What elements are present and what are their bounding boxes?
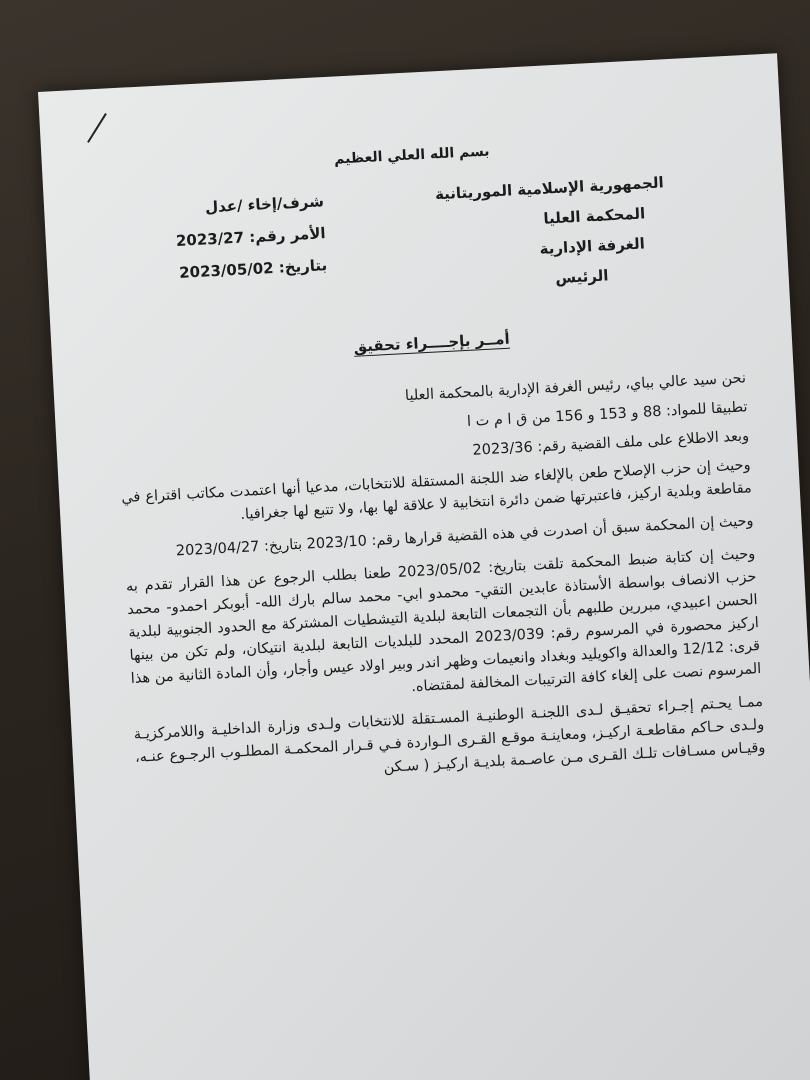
order-date: بتاريخ: 2023/05/02 [178,256,328,282]
order-reference [173,185,328,289]
paragraph: نحن سيد عالي بباي، رئيس الغرفة الإدارية بالمحكمة العليا [404,370,747,405]
document-body [116,367,766,802]
paragraph: تطبيقا للمواد: 88 و 153 و 156 من ق ا م ت ا [466,399,748,430]
paragraph: وحيث إن المحكمة سبق أن اصدرت في هذه القضية قرارها رقم: 2023/10 بتاريخ: 2023/04/27 [175,513,754,560]
country-name: الجمهورية الإسلامية الموريتانية [434,173,665,204]
president-label: الرئيس [554,266,609,288]
pen-mark [87,113,107,143]
document-page [38,53,810,1080]
paragraph: وحيث إن حزب الإصلاح طعن بالإلغاء ضد اللجنة المستقلة للانتخابات، مدعيا أنها اعتمدت مكاتب اقتراع في مقاطعة وبلدية اركيز، فاعتبرتها ضمن دائرة انتخابية لا علاقة لها بها، ولا تتبع لها جغرافيا. [120,457,753,523]
paragraph: ممـا يحـتم إجـراء تحقيـق لـدى اللجنـة الوطنيـة المسـتقلة للانتخابات ولـدى وزارة الداخليـة واللامركزيـة ولـدى حـاكم مقاطعـة اركيـز، ومعاينـة موقـع القـرى الـواردة فـي قـرار المحكمـة المطلـوب الرجـوع عنـه، وقيـاس مسـافات تلـك القـرى مـن عاصـمة بلديـة اركيـز ( سـكن [133,693,766,776]
title-text: أمــر بإجــــراء تحقيق [353,329,511,356]
issuer-header [434,167,669,299]
motto: شرف/إخاء /عدل [204,192,325,217]
paragraph: وبعد الاطلاع على ملف القضية رقم: 2023/36 [472,428,750,459]
order-number: الأمر رقم: 2023/27 [175,224,326,250]
paragraph: وحيث إن كتابة ضبط المحكمة تلقت بتاريخ: 2023/05/02 طعنا بطلب الرجوع عن هذا القرار تقدم به حزب الانصاف بواسطة الأستاذة عابدين التقي- محمدو ابي- محمد سالم بارك الله- أبوبكر احمدو- محمد الحسن اعبيدي، مبررين طلبهم بأن التجمعات التابعة لبلدية التيشطيات المشتركة مع الحدود الجنوبية لبلدية اركيز محصورة في المرسوم رقم: 2023/039 المحدد للبلديات التابعة لبلدية انتيكان، ولم تكن من بينها قرى: 12/12 والعدالة واكويليد وبغداد وانعيمات وظهر اندر وبير اولاد عيس وأجار، وأن المادة الثانية من هذا المرسوم نصت على إلغاء كافة الترتيبات المخالفة لمقتضاه. [125,546,762,696]
document-title [72,315,792,371]
court-name: المحكمة العليا [542,204,646,228]
basmala: بسم الله العلي العظيم [333,143,490,168]
chamber-name: الغرفة الإدارية [539,234,646,258]
